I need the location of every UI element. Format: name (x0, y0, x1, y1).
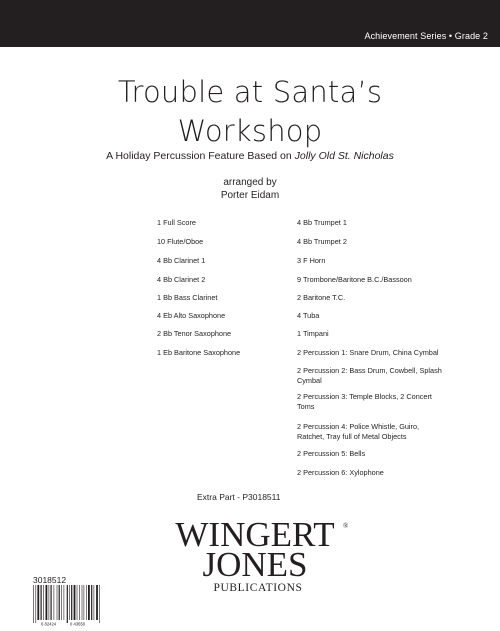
barcode-bar (43, 585, 44, 620)
instrument-line: 1 Full Score (157, 218, 196, 227)
instrument-line: 4 Bb Trumpet 1 (297, 218, 347, 227)
barcode-bar (49, 585, 50, 620)
instrument-line: 4 Bb Trumpet 2 (297, 237, 347, 246)
barcode-bar (59, 585, 60, 620)
instrument-line: 3 F Horn (297, 256, 326, 265)
barcode-bar (69, 585, 70, 620)
title-line-1: Trouble at Santa’s (117, 75, 383, 109)
series-grade-label: Achievement Series • Grade 2 (364, 31, 488, 41)
barcode-bar (88, 585, 90, 620)
barcode (32, 585, 103, 627)
barcode-digits-right: 0 43650 (70, 621, 86, 627)
instrument-line: 9 Trombone/Baritone B.C./Bassoon (297, 275, 412, 284)
instrument-line: 1 Bb Bass Clarinet (157, 293, 218, 302)
barcode-bar (79, 585, 80, 620)
instrument-line: 4 Tuba (297, 311, 320, 320)
instrument-line: 4 Bb Clarinet 1 (157, 256, 206, 265)
barcode-bar (51, 585, 52, 620)
barcode-bar (36, 585, 37, 623)
header-bar (0, 0, 500, 47)
barcode-bar (74, 585, 76, 620)
arranged-by-label: arranged by (223, 177, 277, 188)
instrument-line: 2 Percussion 1: Snare Drum, China Cymbal (297, 348, 439, 357)
instrument-line: 2 Percussion 4: Police Whistle, Guiro, Ratchet, Tray full of Metal Objects (297, 422, 420, 441)
instrument-line: 1 Timpani (297, 329, 329, 338)
barcode-bar (61, 585, 62, 620)
barcode-digits-left: 6 82424 (41, 621, 57, 627)
extra-part-label: Extra Part - P3018511 (197, 492, 281, 502)
subtitle-tune-name: Jolly Old St. Nicholas (294, 150, 394, 162)
publisher-line2: JONES (202, 545, 308, 584)
instrument-line: 2 Percussion 5: Bells (297, 449, 366, 458)
instrument-line: 4 Eb Alto Saxophone (157, 311, 226, 320)
barcode-bar (64, 585, 65, 620)
instrument-line: 1 Eb Baritone Saxophone (157, 348, 241, 357)
barcode-bar (99, 585, 100, 623)
publisher-line1: WINGERT (175, 515, 335, 554)
instrument-line: 2 Percussion 3: Temple Blocks, 2 Concert Toms (297, 392, 432, 411)
barcode-bar (46, 585, 48, 620)
barcode-bar (67, 585, 68, 623)
barcode-bar (71, 585, 72, 620)
instrument-line: 2 Percussion 2: Bass Drum, Cowbell, Splash Cymbal (297, 366, 442, 385)
subtitle (0, 150, 500, 162)
barcode-bar (57, 585, 58, 620)
barcode-bar (37, 585, 39, 620)
barcode-bar (91, 585, 92, 620)
subtitle-prefix: A Holiday Percussion Feature Based on (106, 150, 295, 162)
barcode-bar (82, 585, 83, 620)
barcode-bar (33, 585, 34, 623)
publisher-line3: PUBLICATIONS (213, 582, 303, 594)
arranger-name: Porter Eidam (220, 190, 280, 201)
barcode-bar (77, 585, 78, 620)
instrument-line: 2 Baritone T.C. (297, 293, 346, 302)
barcode-bar (41, 585, 42, 620)
instrument-line: 2 Bb Tenor Saxophone (157, 329, 232, 338)
barcode-bar (94, 585, 95, 620)
title-line-2: Workshop (177, 114, 323, 148)
barcode-bar (96, 585, 98, 620)
instrument-line: 2 Percussion 6: Xylophone (297, 468, 384, 477)
barcode-bar (84, 585, 85, 620)
catalog-number: 3018512 (33, 575, 67, 585)
barcode-bar (86, 585, 87, 620)
barcode-bar (54, 585, 55, 620)
instrument-line: 10 Flute/Oboe (157, 237, 204, 246)
instrument-line: 4 Bb Clarinet 2 (157, 275, 206, 284)
publisher-logo (155, 512, 355, 596)
publisher-reg-mark: ® (343, 522, 349, 530)
